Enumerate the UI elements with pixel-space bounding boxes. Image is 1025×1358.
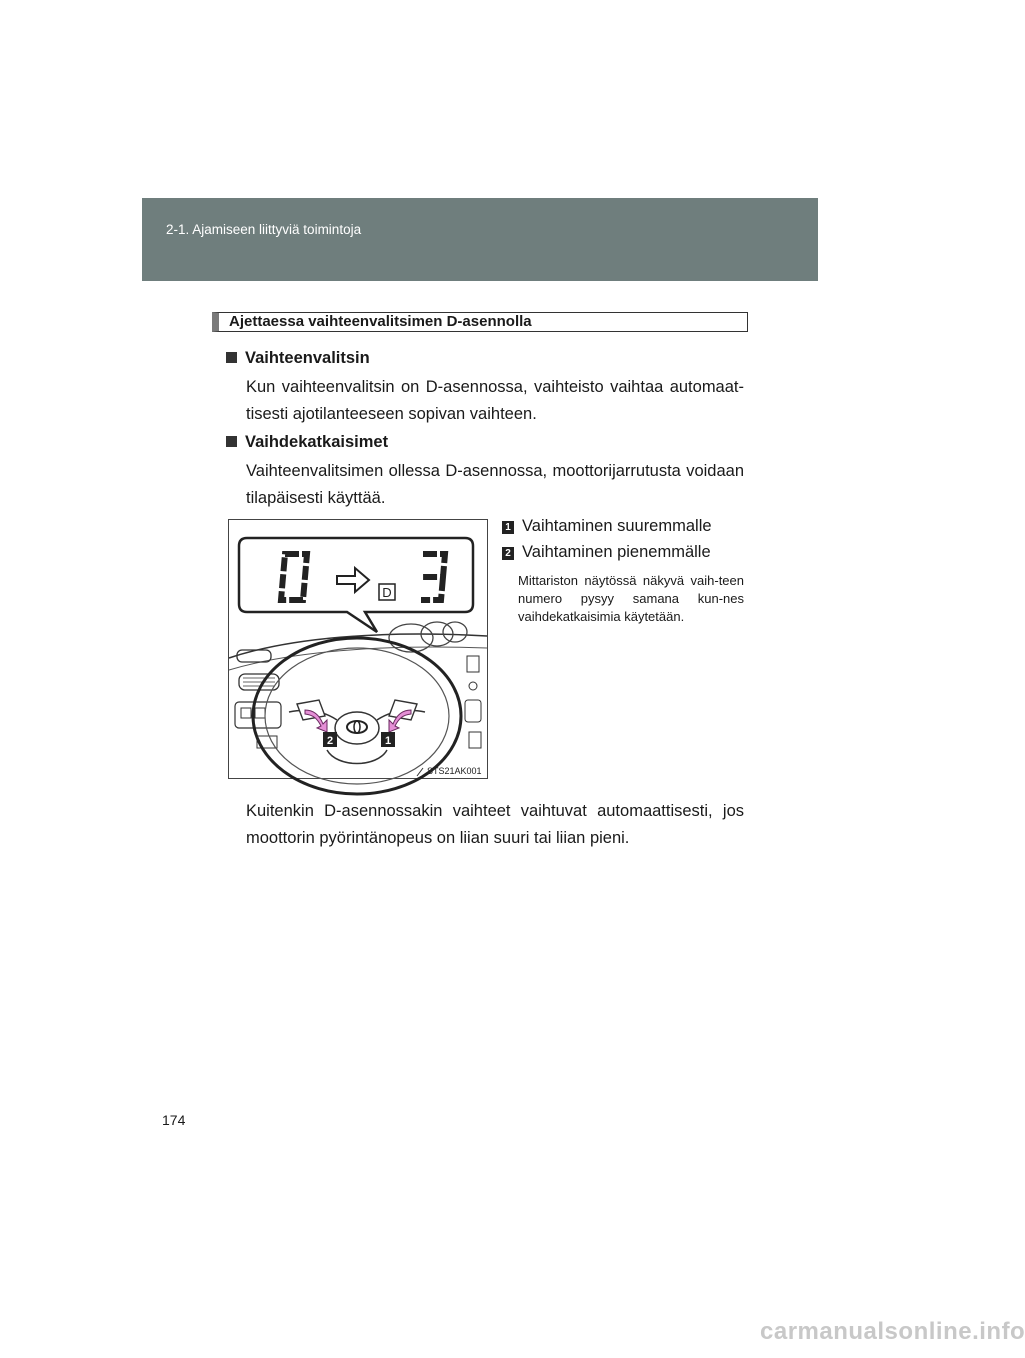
page-number: 174 bbox=[162, 1112, 186, 1128]
note-upshift bbox=[502, 515, 712, 537]
note-label: Vaihtaminen suuremmalle bbox=[522, 517, 712, 535]
number-badge: 1 bbox=[502, 521, 514, 534]
square-bullet-icon bbox=[226, 352, 237, 363]
display-mode: D bbox=[382, 585, 392, 600]
section-heading bbox=[212, 312, 748, 332]
closing-paragraph: Kuitenkin D-asennossakin vaihteet vaihtuvat automaattisesti, jos moottorin pyörintänopeus on liian suuri tai liian pieni. bbox=[246, 802, 744, 847]
note-downshift bbox=[502, 541, 711, 563]
item-heading-paddles bbox=[226, 431, 388, 453]
note-label: Vaihtaminen pienemmälle bbox=[522, 543, 711, 561]
chapter-title: 2-1. Ajamiseen liittyviä toimintoja bbox=[166, 222, 362, 237]
item-heading-text: Vaihteenvalitsin bbox=[245, 349, 370, 367]
steering-wheel-illustration bbox=[228, 519, 488, 779]
item-text-selector: Kun vaihteenvalitsin on D-asennossa, vaihteisto vaihtaa automaat-tisesti ajotilanteeseen sopivan vaihteen. bbox=[246, 378, 744, 423]
watermark: carmanualsonline.info bbox=[760, 1318, 1025, 1345]
item-text-paddles: Vaihteenvalitsimen ollessa D-asennossa, moottorijarrutusta voidaan tilapäisesti käyttää. bbox=[246, 462, 744, 507]
callout-2: 2 bbox=[326, 735, 334, 747]
chapter-header bbox=[142, 198, 818, 281]
item-heading-selector bbox=[226, 347, 370, 369]
number-badge: 2 bbox=[502, 547, 514, 560]
note-small-text: Mittariston näytössä näkyvä vaih-teen numero pysyy samana kun-nes vaihdekatkaisimia käytetään. bbox=[518, 573, 744, 624]
square-bullet-icon bbox=[226, 436, 237, 447]
section-title: Ajettaessa vaihteenvalitsimen D-asennolla bbox=[229, 313, 532, 330]
item-heading-text: Vaihdekatkaisimet bbox=[245, 433, 389, 451]
figure-code: STS21AK001 bbox=[427, 766, 482, 776]
illustration-svg bbox=[229, 520, 487, 778]
callout-1: 1 bbox=[384, 735, 392, 747]
